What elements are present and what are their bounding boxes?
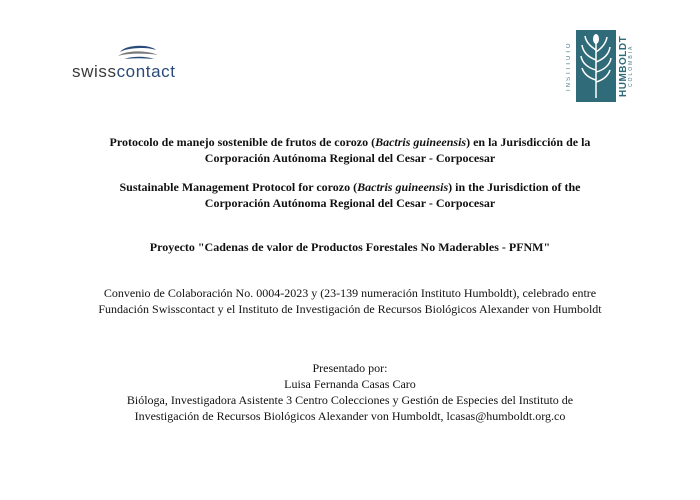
humboldt-colombia-label: COLOMBIA [628,44,634,88]
humboldt-plant-icon [576,30,616,102]
project-title: Proyecto "Cadenas de valor de Productos Forestales No Maderables - PFNM" [149,240,551,254]
agreement-line2: Fundación Swisscontact y el Instituto de Investigación de Recursos Biológicos Alexander von Humboldt [98,302,602,316]
swisscontact-swoosh-icon [116,44,160,62]
title-spanish [60,134,640,166]
presented-label: Presentado por: [312,361,388,375]
author-role-line1: Bióloga, Investigadora Asistente 3 Centro Colecciones y Gestión de Especies del Instituto de [126,393,574,407]
species-name: Bactris guineensis [357,180,449,194]
species-name: Bactris guineensis [375,135,467,149]
title-spanish-line1: Protocolo de manejo sostenible de frutos de corozo (Bactris guineensis) en la Jurisdicción de la [109,135,591,149]
author-name: Luisa Fernanda Casas Caro [284,377,416,391]
title-english [60,179,640,211]
humboldt-instituto-label: INSTITUTO [566,41,572,91]
presented-by [60,360,640,424]
humboldt-logo [566,30,632,102]
title-english-line2: Corporación Autónoma Regional del Cesar - Corpocesar [204,196,496,210]
swisscontact-logo [72,44,212,84]
humboldt-wordmark: HUMBOLDT [618,35,629,97]
agreement-line1: Convenio de Colaboración No. 0004-2023 y (23-139 numeración Instituto Humboldt), celebrado entre [103,286,597,300]
agreement-text [50,285,650,317]
swisscontact-wordmark: swisscontact [72,62,176,81]
humboldt-emblem [576,30,616,102]
author-role-line2: Investigación de Recursos Biológicos Alexander von Humboldt, lcasas@humboldt.org.co [134,409,566,423]
title-english-line1: Sustainable Management Protocol for corozo (Bactris guineensis) in the Jurisdiction of the [119,180,581,194]
title-spanish-line2: Corporación Autónoma Regional del Cesar - Corpocesar [204,151,496,165]
